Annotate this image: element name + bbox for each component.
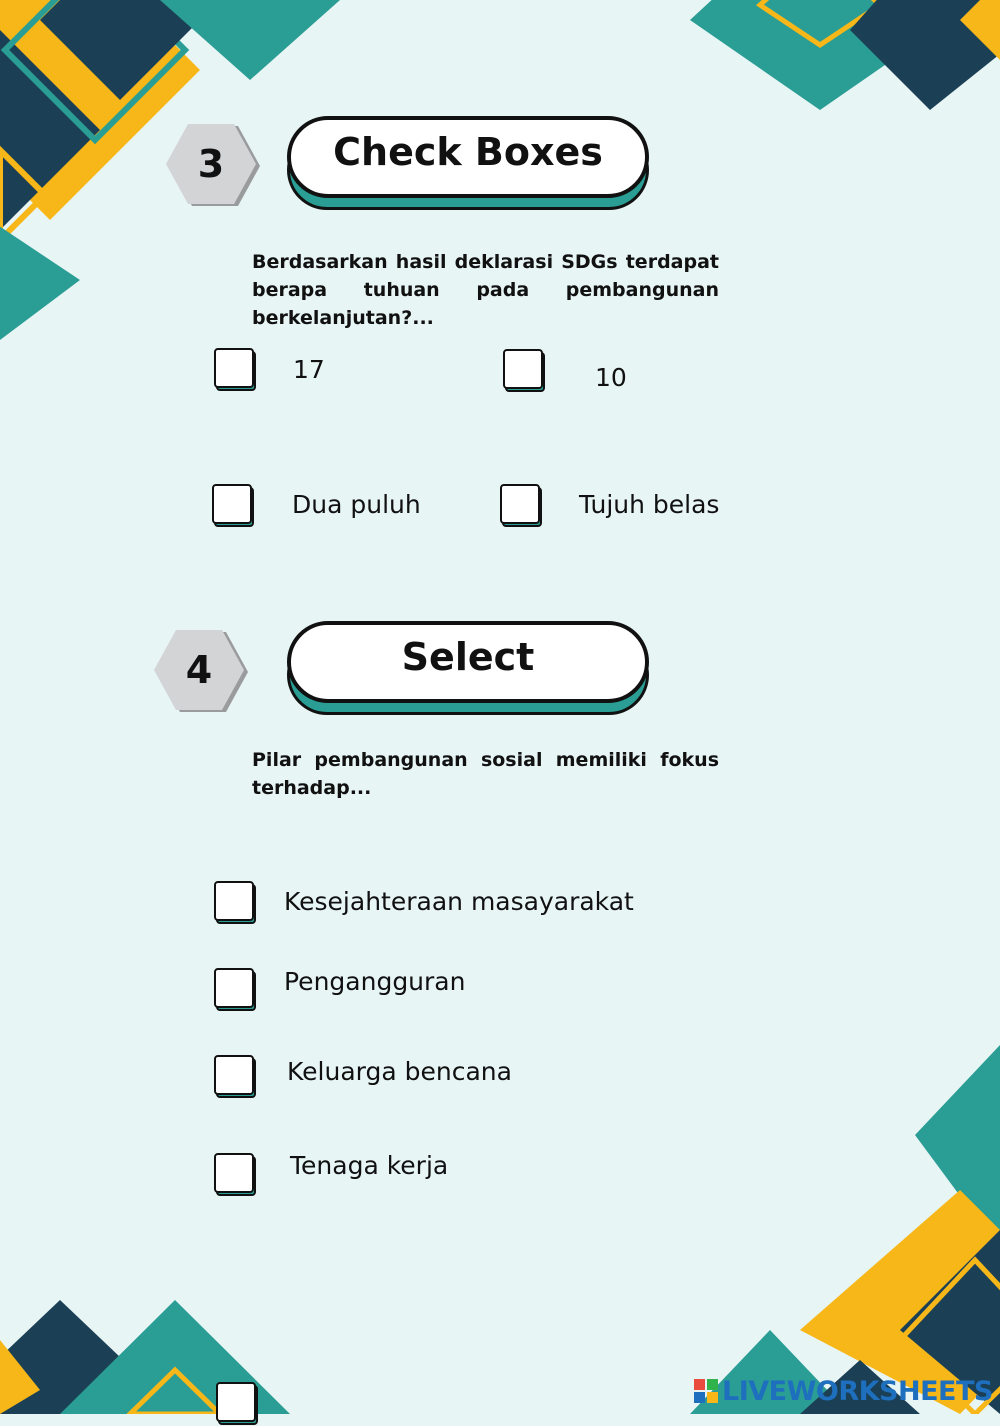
option-label: Keluarga bencana: [287, 1057, 512, 1086]
section-title-banner: [287, 116, 655, 214]
option-label: Dua puluh: [292, 490, 421, 519]
option-label: 17: [293, 355, 325, 384]
checkbox-option-4[interactable]: [214, 1153, 258, 1197]
section-title: Check Boxes: [287, 116, 649, 198]
option-label: Tenaga kerja: [290, 1151, 449, 1180]
section-number: 3: [197, 142, 225, 186]
checkbox-option-2[interactable]: [214, 968, 258, 1012]
option-label: Kesejahteraan masayarakat: [284, 887, 634, 916]
option-label: 10: [595, 363, 627, 392]
section-title: Select: [287, 621, 649, 703]
checkbox-option-4[interactable]: [500, 484, 544, 528]
section-number-badge: [166, 124, 262, 208]
liveworksheets-logo-icon: [694, 1379, 718, 1403]
section-number: 4: [185, 648, 213, 692]
checkbox-option-2[interactable]: [503, 349, 547, 393]
liveworksheets-brand[interactable]: [694, 1376, 993, 1406]
question-text: Pilar pembangunan sosial memiliki fokus terhadap...: [252, 749, 719, 799]
option-label: Tujuh belas: [579, 490, 720, 519]
checkbox-option-1[interactable]: [214, 881, 258, 925]
brand-text: LIVEWORKSHEETS: [722, 1375, 993, 1407]
option-label: Pengangguran: [284, 967, 466, 996]
checkbox-partial[interactable]: [216, 1382, 260, 1426]
checkbox-option-3[interactable]: [214, 1055, 258, 1099]
section-title-banner: [287, 621, 655, 719]
section-number-badge: [154, 630, 250, 714]
checkbox-option-3[interactable]: [212, 484, 256, 528]
question-text: Berdasarkan hasil deklarasi SDGs terdapat berapa tuhuan pada pembangunan berkelanjutan?...: [252, 251, 719, 329]
checkbox-option-1[interactable]: [214, 348, 258, 392]
